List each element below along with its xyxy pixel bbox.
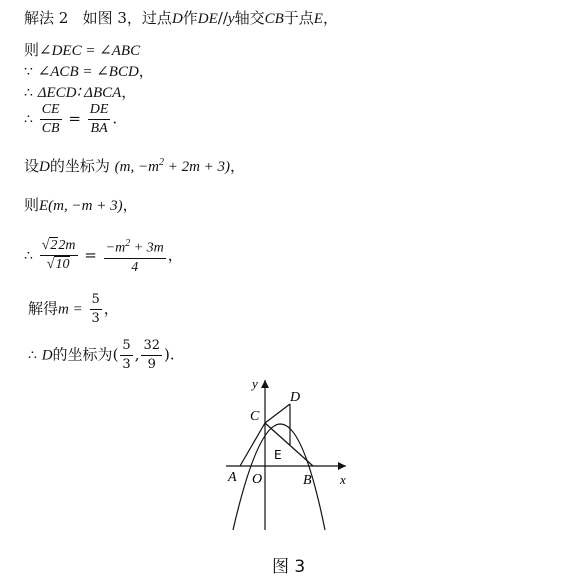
label-C: C — [250, 409, 260, 424]
text-seg: 则 — [24, 196, 40, 214]
text-seg: 设 — [24, 157, 40, 175]
punct: ， — [230, 157, 246, 175]
fraction-five-thirds — [90, 292, 102, 327]
numerator-part: −m — [105, 240, 126, 256]
equals: = — [68, 109, 81, 128]
paren: ( — [112, 345, 119, 364]
solution-line-5 — [24, 102, 117, 137]
fraction-y — [141, 338, 162, 373]
sqrt-symbol: √ — [46, 257, 55, 273]
solution-line-10 — [28, 338, 175, 373]
fraction-de-ba — [88, 102, 111, 137]
solution-line-6 — [24, 153, 245, 177]
text-seg: 则 — [24, 41, 40, 59]
text-seg: 的坐标为 — [49, 157, 110, 175]
therefore-symbol: ∴ — [24, 247, 33, 264]
denominator: 3 — [122, 357, 131, 372]
punct: . — [169, 345, 175, 364]
label-D: D — [290, 390, 301, 405]
similarity-statement: ΔECD∶ ΔBCA — [37, 85, 122, 101]
var-CB: CB — [264, 11, 284, 27]
therefore-symbol: ∴ — [24, 85, 33, 101]
solution-line-4 — [24, 82, 136, 103]
text-seg: 作 — [182, 9, 198, 27]
coord-part: + 2m + 3) — [163, 159, 231, 175]
segment-CD — [265, 404, 290, 423]
angle-equation: ∠ACB = ∠BCD — [37, 64, 139, 80]
text-seg: 解得 — [28, 299, 59, 318]
y-axis-arrow — [261, 380, 269, 388]
solution-line-8 — [24, 236, 183, 276]
exponent: 2 — [125, 238, 131, 249]
numerator-part: + 3m — [130, 240, 164, 256]
figure-caption: 图 3 — [272, 557, 306, 577]
var-DE: DE — [197, 11, 218, 27]
exponent: 2 — [158, 157, 164, 168]
punct: ， — [167, 245, 183, 264]
denominator: 4 — [131, 259, 139, 275]
fraction-x — [120, 338, 132, 373]
label-y: y — [252, 376, 258, 391]
text-seg: ， — [322, 9, 338, 27]
radicand: 10 — [55, 257, 70, 273]
denominator — [45, 256, 73, 273]
var-m-equals: m = — [58, 301, 83, 318]
parallel-symbol: // — [217, 9, 228, 27]
numerator — [40, 238, 78, 256]
label-x: x — [340, 472, 346, 487]
angle-equation: ∠DEC = ∠ABC — [39, 43, 141, 59]
solution-line-2 — [24, 40, 140, 61]
punct: ， — [121, 83, 137, 101]
label-O: O — [252, 472, 263, 487]
segment-AC — [240, 423, 265, 466]
fraction-sqrt — [40, 238, 78, 273]
solution-line-1 — [24, 8, 338, 29]
radicand: 2 — [50, 238, 58, 254]
numerator — [104, 236, 166, 259]
numerator: DE — [88, 102, 111, 120]
text-seg: 的坐标为 — [52, 345, 113, 364]
denominator: 9 — [147, 357, 156, 372]
numerator: CE — [40, 102, 62, 120]
solution-line-3 — [24, 61, 154, 82]
coord-d — [115, 159, 230, 175]
label-A: A — [228, 470, 237, 485]
label-B: B — [303, 473, 312, 488]
var-D: D — [39, 159, 50, 175]
var-D: D — [41, 347, 53, 364]
var-y: y — [227, 11, 235, 27]
coord-part: (m, −m — [114, 159, 159, 175]
because-symbol: ∵ — [24, 64, 33, 80]
punct: ， — [122, 196, 138, 214]
text-seg: 轴交 — [234, 9, 265, 27]
therefore-symbol: ∴ — [24, 111, 33, 128]
numerator: 32 — [141, 338, 162, 356]
therefore-symbol: ∴ — [28, 347, 37, 364]
var-D: D — [171, 11, 183, 27]
numerator-rest: 2m — [58, 238, 76, 254]
sqrt-symbol: √ — [41, 238, 50, 254]
x-axis-arrow — [338, 462, 346, 470]
denominator: CB — [41, 121, 60, 136]
segment-CB — [265, 423, 313, 466]
punct: ， — [103, 299, 119, 318]
fraction-ce-cb — [40, 102, 62, 137]
var-E: E — [313, 11, 323, 27]
punct: . — [112, 109, 118, 128]
numerator: 5 — [120, 338, 132, 356]
solution-line-9 — [28, 292, 119, 327]
denominator: 3 — [91, 311, 100, 326]
equals: = — [84, 245, 97, 264]
coord-e: E(m, −m + 3) — [39, 198, 123, 214]
comma: , — [134, 345, 140, 364]
label-E: E — [274, 448, 282, 462]
text-seg: 于点 — [283, 9, 314, 27]
geometry-figure — [222, 372, 352, 532]
denominator: BA — [90, 121, 108, 136]
punct: ， — [138, 62, 154, 80]
solution-line-7 — [24, 195, 138, 216]
paren: ) — [164, 345, 170, 364]
fraction-poly — [104, 236, 166, 276]
text-seg: 如图 3，过点 — [82, 9, 172, 27]
method-label: 解法 2 — [24, 9, 69, 27]
numerator: 5 — [90, 292, 102, 310]
